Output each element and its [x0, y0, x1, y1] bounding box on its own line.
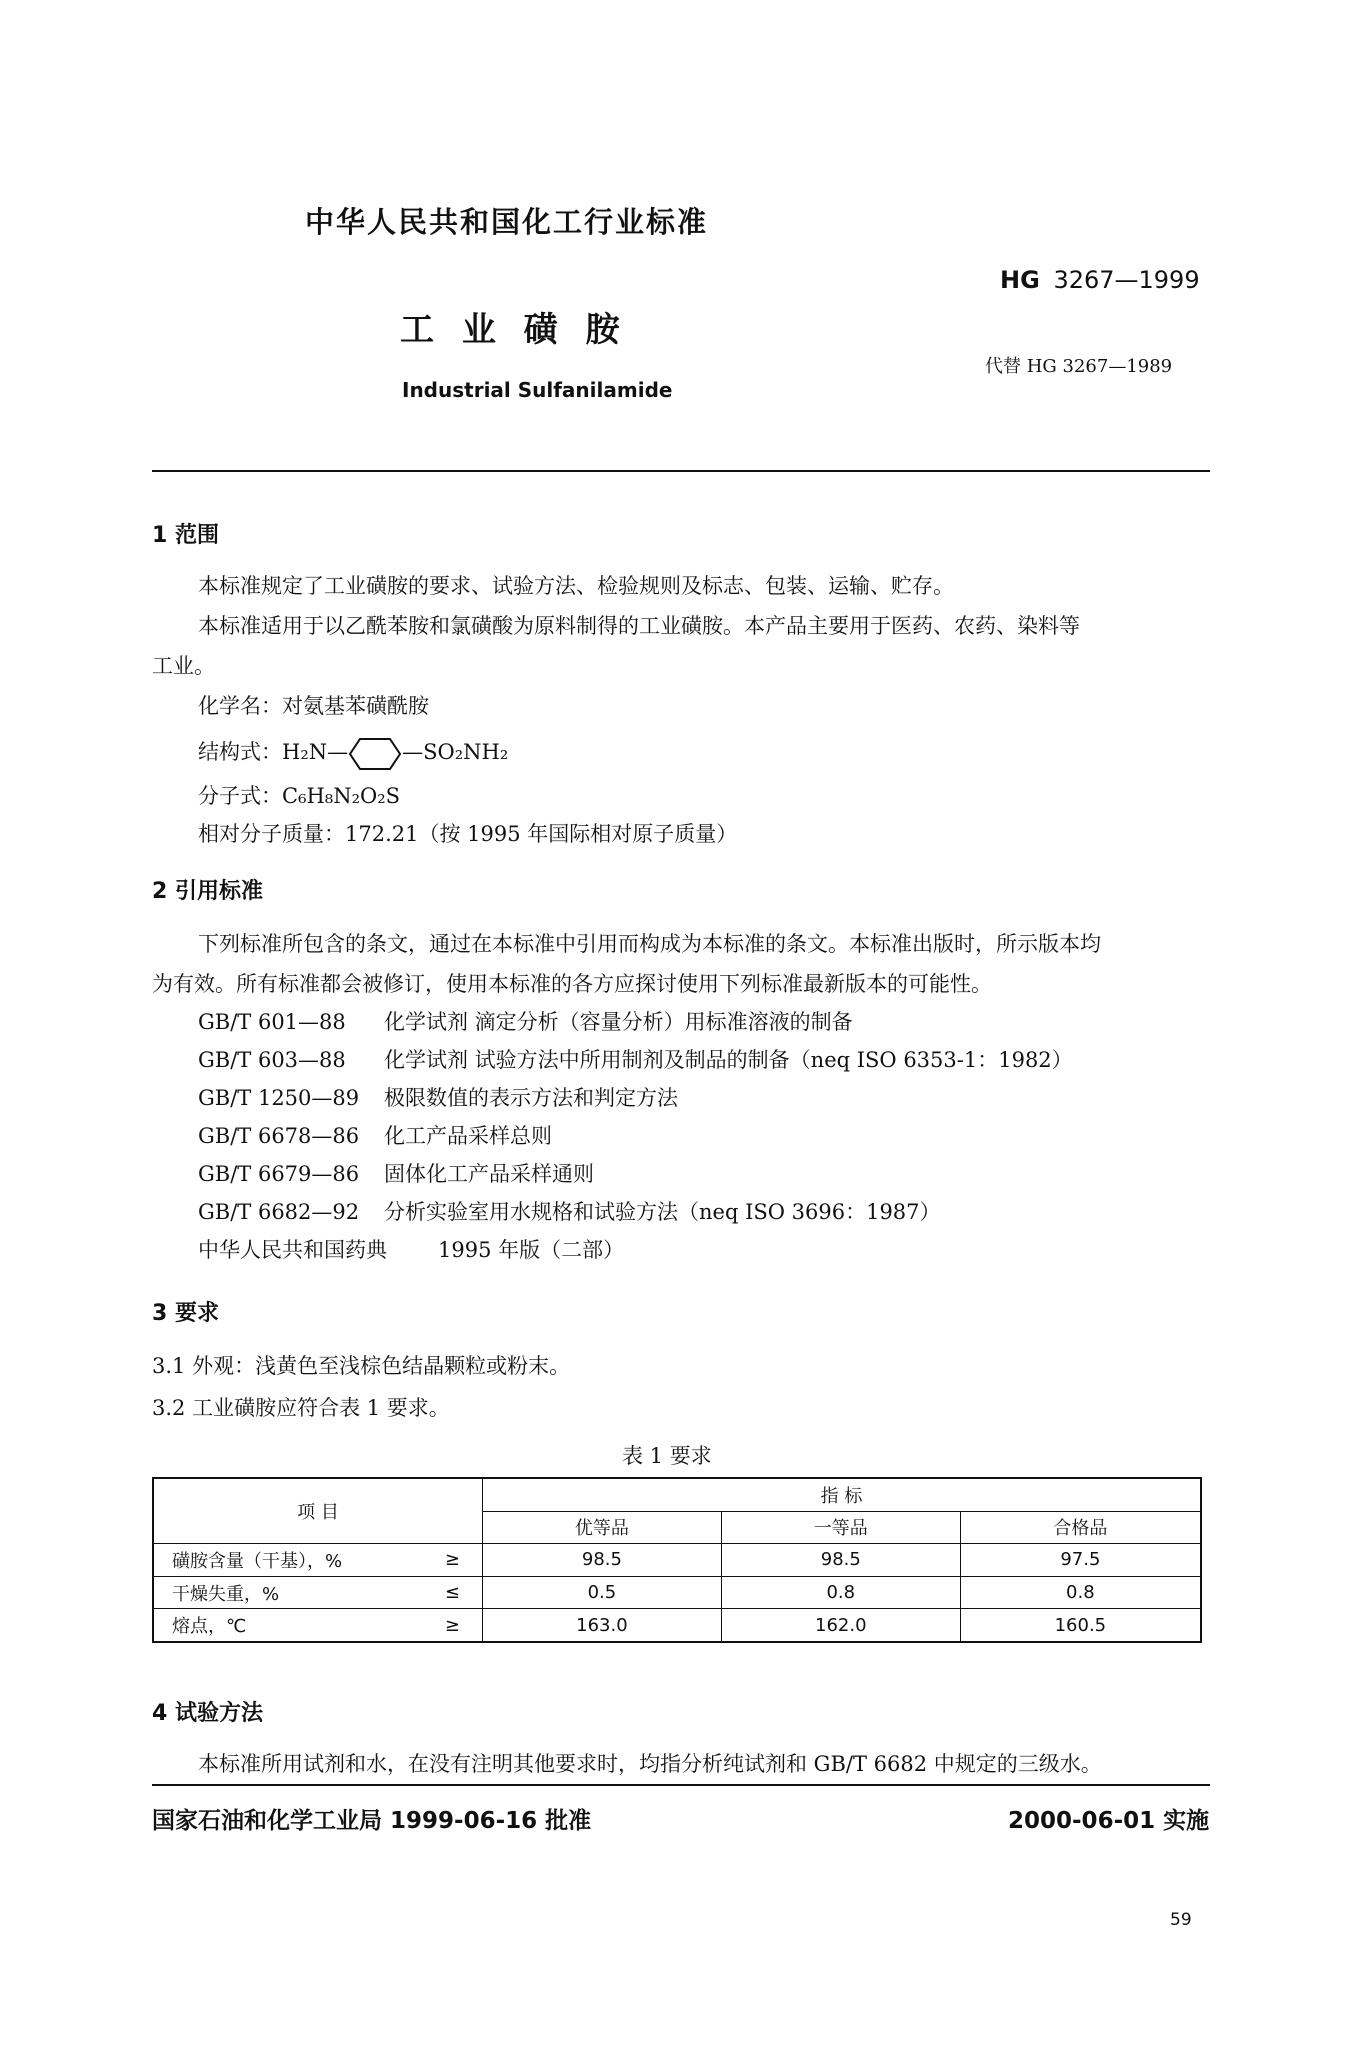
table-cell-value: 97.5 [960, 1544, 1201, 1577]
industry-standard-title: 中华人民共和国化工行业标准 [305, 205, 709, 239]
reference-code: GB/T 6678—86 [198, 1124, 360, 1148]
reference-code: 中华人民共和国药典 [198, 1238, 387, 1262]
structural-formula [198, 736, 508, 771]
standard-code-prefix: HG [1000, 266, 1040, 294]
reference-item [198, 1044, 1073, 1074]
reference-code: GB/T 6682—92 [198, 1200, 360, 1224]
page-number: 59 [1170, 1910, 1192, 1930]
table-row-item: 熔点，℃ [153, 1609, 416, 1642]
reference-item [198, 1196, 941, 1226]
section-2-paragraph-1a: 下列标准所包含的条文，通过在本标准中引用而构成为本标准的条文。本标准出版时，所示版本均 [198, 932, 1101, 956]
table-row [153, 1576, 1201, 1609]
table-caption: 表 1 要求 [622, 1444, 712, 1468]
structural-formula-label: 结构式： [198, 740, 282, 764]
table-cell-value: 0.8 [721, 1576, 960, 1609]
table-header-row [153, 1478, 1201, 1511]
structural-formula-right: —SO₂NH₂ [402, 740, 509, 764]
reference-item [198, 1082, 678, 1112]
table-row-symbol: ≥ [416, 1609, 483, 1642]
clause-3-1: 3.1 外观：浅黄色至浅棕色结晶颗粒或粉末。 [152, 1354, 571, 1378]
table-row [153, 1609, 1201, 1642]
reference-code: GB/T 601—88 [198, 1010, 346, 1034]
reference-title: 化学试剂 滴定分析（容量分析）用标准溶液的制备 [384, 1010, 853, 1034]
section-1-paragraph-1: 本标准规定了工业磺胺的要求、试验方法、检验规则及标志、包装、运输、贮存。 [198, 574, 954, 598]
section-1-paragraph-2b: 工业。 [152, 654, 215, 678]
reference-title: 极限数值的表示方法和判定方法 [384, 1086, 678, 1110]
table-row-item: 干燥失重，% [153, 1576, 416, 1609]
footer-divider [152, 1784, 1210, 1786]
replaces-standard: 代替 HG 3267—1989 [985, 356, 1173, 377]
clause-3-2: 3.2 工业磺胺应符合表 1 要求。 [152, 1396, 450, 1420]
structural-formula-left: H₂N— [282, 740, 349, 764]
molecular-mass: 相对分子质量：172.21（按 1995 年国际相对原子质量） [198, 822, 738, 846]
document-title-cn: 工 业 磺 胺 [400, 310, 628, 350]
grade-header: 合格品 [960, 1511, 1201, 1544]
reference-title: 化工产品采样总则 [384, 1124, 552, 1148]
approval-line: 国家石油和化学工业局 1999-06-16 批准 [152, 1808, 592, 1834]
grade-header: 优等品 [483, 1511, 722, 1544]
table-cell-value: 162.0 [721, 1609, 960, 1642]
chemical-name: 化学名：对氨基苯磺酰胺 [198, 694, 429, 718]
table-cell-value: 0.8 [960, 1576, 1201, 1609]
reference-title: 1995 年版（二部） [438, 1238, 625, 1262]
grade-header: 一等品 [721, 1511, 960, 1544]
section-1-paragraph-2a: 本标准适用于以乙酰苯胺和氯磺酸为原料制得的工业磺胺。本产品主要用于医药、农药、染料等 [198, 614, 1080, 638]
table-row-symbol: ≥ [416, 1544, 483, 1577]
reference-code: GB/T 1250—89 [198, 1086, 360, 1110]
section-1-heading: 1 范围 [152, 523, 219, 548]
standard-code-number: 3267—1999 [1053, 266, 1200, 294]
table-row-symbol: ≤ [416, 1576, 483, 1609]
table-item-header: 项 目 [153, 1478, 483, 1544]
table-row-item: 磺胺含量（干基），% [153, 1544, 416, 1577]
standard-code [1000, 266, 1200, 294]
section-2-heading: 2 引用标准 [152, 879, 263, 904]
reference-title: 分析实验室用水规格和试验方法（neq ISO 3696：1987） [384, 1200, 941, 1224]
table-row [153, 1544, 1201, 1577]
section-4-paragraph-1: 本标准所用试剂和水，在没有注明其他要求时，均指分析纯试剂和 GB/T 6682 中规定的三级水。 [198, 1752, 1102, 1776]
section-2-paragraph-1b: 为有效。所有标准都会被修订，使用本标准的各方应探讨使用下列标准最新版本的可能性。 [152, 972, 992, 996]
effective-date: 2000-06-01 实施 [1008, 1808, 1210, 1834]
benzene-ring-icon [348, 737, 402, 771]
requirements-table [152, 1477, 1202, 1643]
molecular-formula: 分子式：C₆H₈N₂O₂S [198, 784, 401, 808]
table-cell-value: 163.0 [483, 1609, 722, 1642]
table-cell-value: 160.5 [960, 1609, 1201, 1642]
table-cell-value: 0.5 [483, 1576, 722, 1609]
reference-title: 固体化工产品采样通则 [384, 1162, 594, 1186]
reference-title: 化学试剂 试验方法中所用制剂及制品的制备（neq ISO 6353-1：1982） [384, 1048, 1073, 1072]
reference-code: GB/T 603—88 [198, 1048, 346, 1072]
reference-item [198, 1234, 624, 1264]
section-4-heading: 4 试验方法 [152, 1701, 263, 1726]
table-cell-value: 98.5 [483, 1544, 722, 1577]
reference-code: GB/T 6679—86 [198, 1162, 360, 1186]
document-title-en: Industrial Sulfanilamide [402, 378, 673, 402]
header-divider [152, 470, 1210, 472]
reference-item [198, 1158, 594, 1188]
table-cell-value: 98.5 [721, 1544, 960, 1577]
table-index-header: 指 标 [483, 1478, 1202, 1511]
reference-item [198, 1120, 552, 1150]
reference-item [198, 1006, 853, 1036]
section-3-heading: 3 要求 [152, 1301, 219, 1326]
